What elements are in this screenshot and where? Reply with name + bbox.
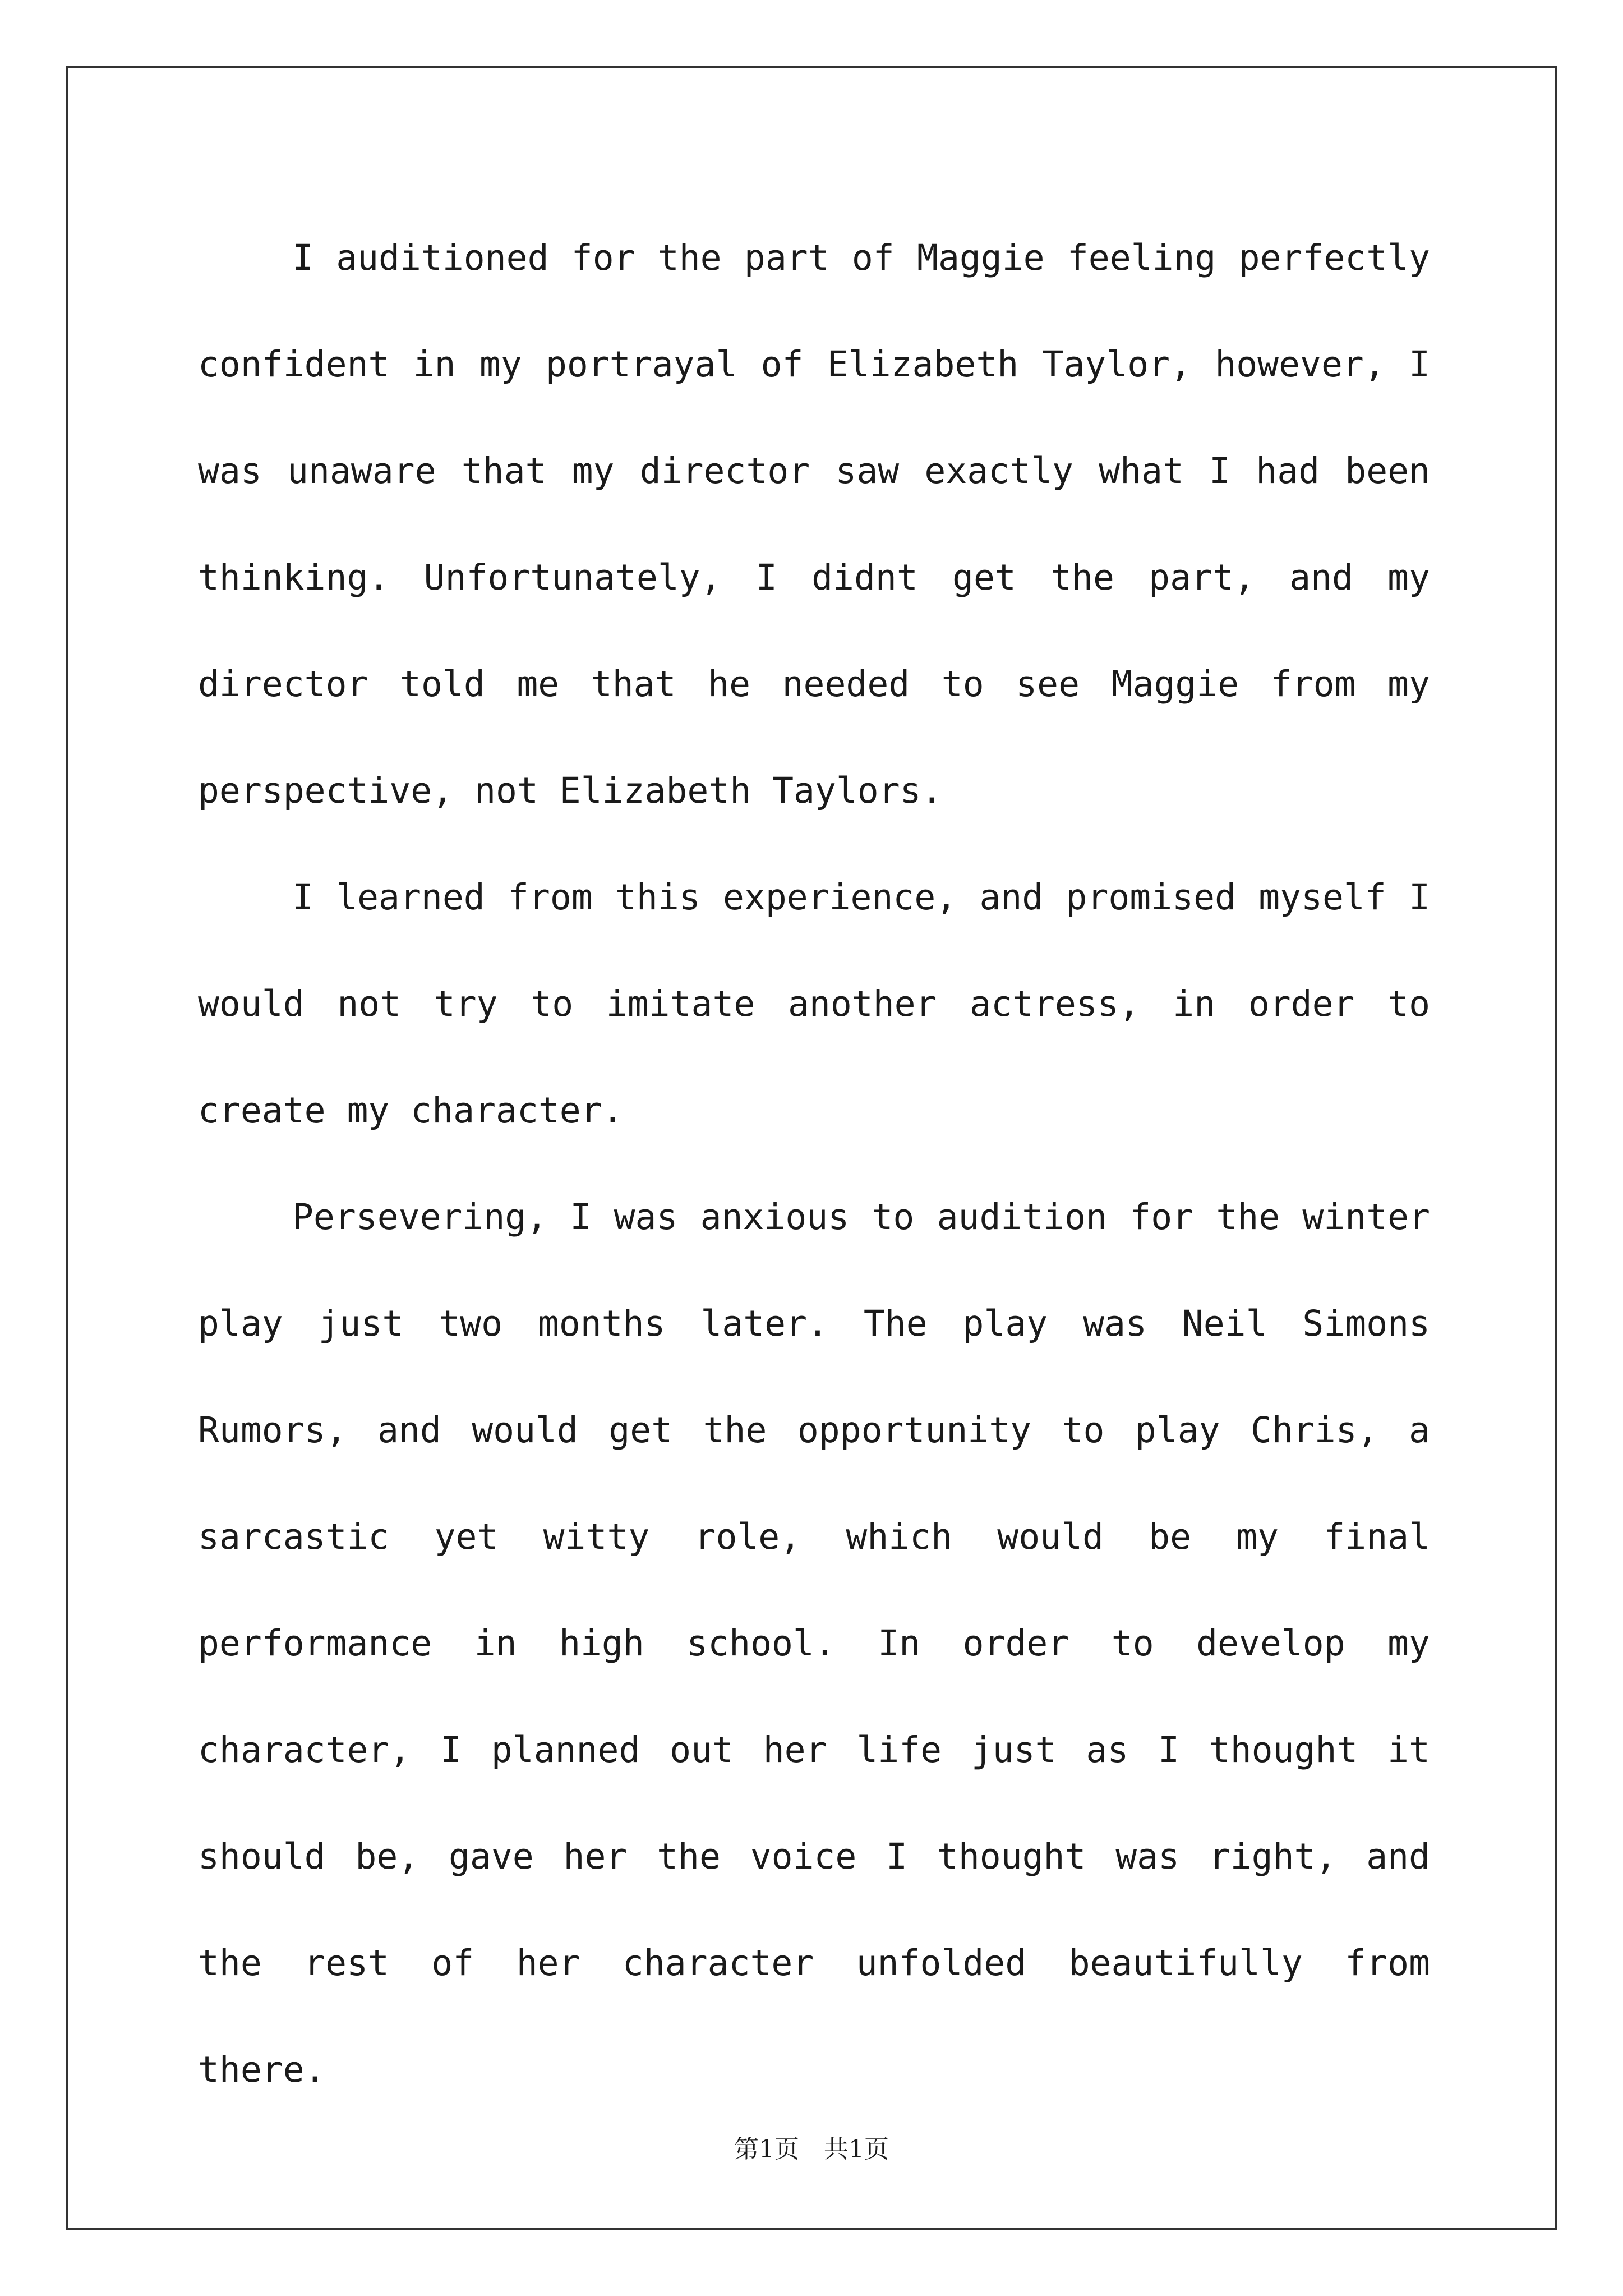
page-number-footer: 第1页 共1页: [734, 2135, 889, 2164]
paragraph-1: I auditioned for the part of Maggie feeling perfectly confident in my portrayal of Elizabeth Taylor, however, I was unaware that my director saw exactly what I had been thinking. Unfortunately, I didnt get the part, and my director told me that he needed to see Maggie from my perspective, not Elizabeth Taylors.: [198, 237, 1430, 811]
paragraph-3: Persevering, I was anxious to audition for the winter play just two months later. The play was Neil Simons Rumors, and would get the opportunity to play Chris, a sarcastic yet witty role, which would be my final performance in high school. In order to develop my character, I planned out her life just as I thought it should be, gave her the voice I thought was right, and the rest of her character unfolded beautifully from there.: [198, 1197, 1430, 2090]
document-body: [198, 205, 1430, 2123]
paragraph-2: I learned from this experience, and promised myself I would not try to imitate another actress, in order to create my character.: [198, 877, 1430, 1131]
